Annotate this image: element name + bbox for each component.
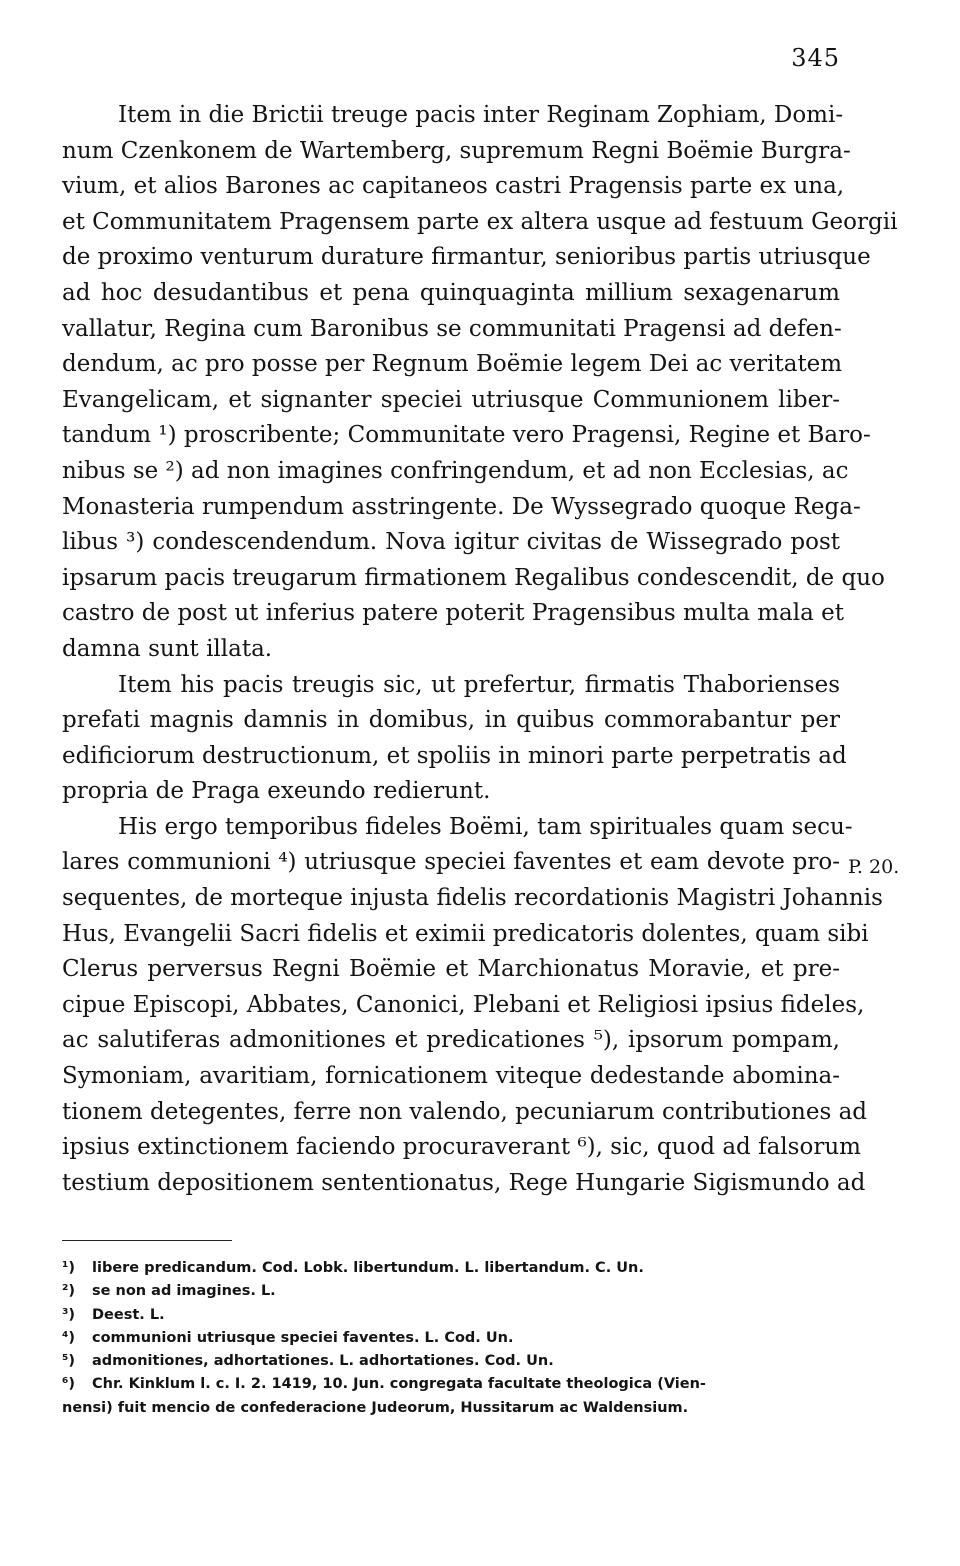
footnote-text: Chr. Kinklum l. c. I. 2. 1419, 10. Jun. congregata facultate theologica (Vien- bbox=[92, 1376, 706, 1393]
text-line: sequentes, de morteque injusta fidelis recordationis Magistri Johannis bbox=[62, 885, 883, 912]
page-number: 345 bbox=[791, 44, 840, 72]
text-line: num Czenkonem de Wartemberg, supremum Regni Boëmie Burgra- bbox=[62, 137, 851, 164]
footnote-text: nensi) fuit mencio de confederacione Judeorum, Hussitarum ac Waldensium. bbox=[62, 1399, 689, 1416]
footnote-6 bbox=[62, 1373, 840, 1420]
text-line: tandum ¹) proscribente; Communitate vero Pragensi, Regine et Baro- bbox=[62, 422, 871, 449]
text-line: de proximo venturum durature firmantur, senioribus partis utriusque bbox=[62, 244, 871, 271]
text-line: Symoniam, avaritiam, fornicationem viteque dedestande abomina- bbox=[62, 1063, 840, 1090]
footnote-mark: ¹) bbox=[62, 1260, 75, 1276]
text-line: Hus, Evangelii Sacri fidelis et eximii predicatoris dolentes, quam sibi bbox=[62, 920, 869, 947]
footnote-mark: ⁶) bbox=[62, 1376, 75, 1393]
text-line: ipsius extinctionem faciendo procuraverant ⁶), sic, quod ad falsorum bbox=[62, 1134, 861, 1161]
text-line: His ergo temporibus fideles Boëmi, tam spirituales quam secu- bbox=[118, 813, 853, 840]
margin-note: P. 20. bbox=[848, 856, 900, 878]
text-line: libus ³) condescendendum. Nova igitur civitas de Wissegrado post bbox=[62, 529, 840, 556]
footnote-text: Deest. L. bbox=[92, 1306, 165, 1323]
text-line: castro de post ut inferius patere poterit Pragensibus multa mala et bbox=[62, 600, 844, 627]
text-line: vallatur, Regina cum Baronibus se communitati Pragensi ad defen- bbox=[62, 315, 842, 342]
footnote-5 bbox=[62, 1350, 840, 1373]
footnote-mark: ⁵) bbox=[62, 1353, 75, 1370]
text-line: ac salutiferas admonitiones et predicationes ⁵), ipsorum pompam, bbox=[62, 1027, 840, 1054]
text-line: tionem detegentes, ferre non valendo, pecuniarum contributiones ad bbox=[62, 1098, 868, 1125]
text-line: prefati magnis damnis in domibus, in quibus commorabantur per bbox=[62, 707, 840, 734]
text-line: Item his pacis treugis sic, ut prefertur, firmatis Thaborienses bbox=[118, 671, 840, 698]
text-line: edificiorum destructionum, et spoliis in minori parte perpetratis ad bbox=[62, 742, 847, 769]
footnote-3 bbox=[62, 1304, 840, 1327]
text-line: Item in die Brictii treuge pacis inter Reginam Zophiam, Domi- bbox=[118, 102, 844, 128]
text-line: propria de Praga exeundo redierunt. bbox=[62, 778, 491, 805]
text-line: Clerus perversus Regni Boëmie et Marchionatus Moravie, et pre- bbox=[62, 956, 840, 983]
text-line: damna sunt illata. bbox=[62, 635, 273, 662]
text-line: nibus se ²) ad non imagines confringendum, et ad non Ecclesias, ac bbox=[62, 457, 849, 484]
text-line: Evangelicam, et signanter speciei utriusque Communionem liber- bbox=[62, 386, 840, 413]
footnote-mark: ³) bbox=[62, 1306, 75, 1323]
text-line: ipsarum pacis treugarum firmationem Regalibus condescendit, de quo bbox=[62, 564, 885, 591]
footnote-mark: ²) bbox=[62, 1283, 75, 1300]
text-line: cipue Episcopi, Abbates, Canonici, Plebani et Religiosi ipsius fideles, bbox=[62, 991, 865, 1018]
text-line: Monasteria rumpendum asstringente. De Wyssegrado quoque Rega- bbox=[62, 493, 861, 520]
footnote-mark: ⁴) bbox=[62, 1329, 75, 1346]
footnote-text: se non ad imagines. L. bbox=[92, 1283, 276, 1300]
footnote-4 bbox=[62, 1327, 840, 1350]
footnote-text: communioni utriusque speciei faventes. L. Cod. Un. bbox=[92, 1329, 514, 1346]
footnote-text: admonitiones, adhortationes. L. adhortationes. Cod. Un. bbox=[92, 1353, 554, 1370]
text-line: lares communioni ⁴) utriusque speciei faventes et eam devote pro- bbox=[62, 849, 840, 876]
text-line: et Communitatem Pragensem parte ex altera usque ad festuum Georgii bbox=[62, 208, 898, 235]
text-line: ad hoc desudantibus et pena quinquaginta millium sexagenarum bbox=[62, 279, 840, 306]
footnote-2 bbox=[62, 1280, 840, 1303]
footnote-1 bbox=[62, 1257, 840, 1280]
footnote-text: libere predicandum. Cod. Lobk. libertundum. L. libertandum. C. Un. bbox=[92, 1260, 644, 1276]
footnote-divider bbox=[62, 1240, 232, 1241]
text-line: testium depositionem sententionatus, Rege Hungarie Sigismundo ad bbox=[62, 1169, 866, 1196]
paragraph-2 bbox=[62, 668, 847, 810]
text-line: dendum, ac pro posse per Regnum Boëmie legem Dei ac veritatem bbox=[62, 351, 843, 378]
paragraph-1 bbox=[62, 98, 898, 668]
footnotes bbox=[62, 1257, 840, 1420]
text-line: vium, et alios Barones ac capitaneos castri Pragensis parte ex una, bbox=[62, 173, 845, 200]
